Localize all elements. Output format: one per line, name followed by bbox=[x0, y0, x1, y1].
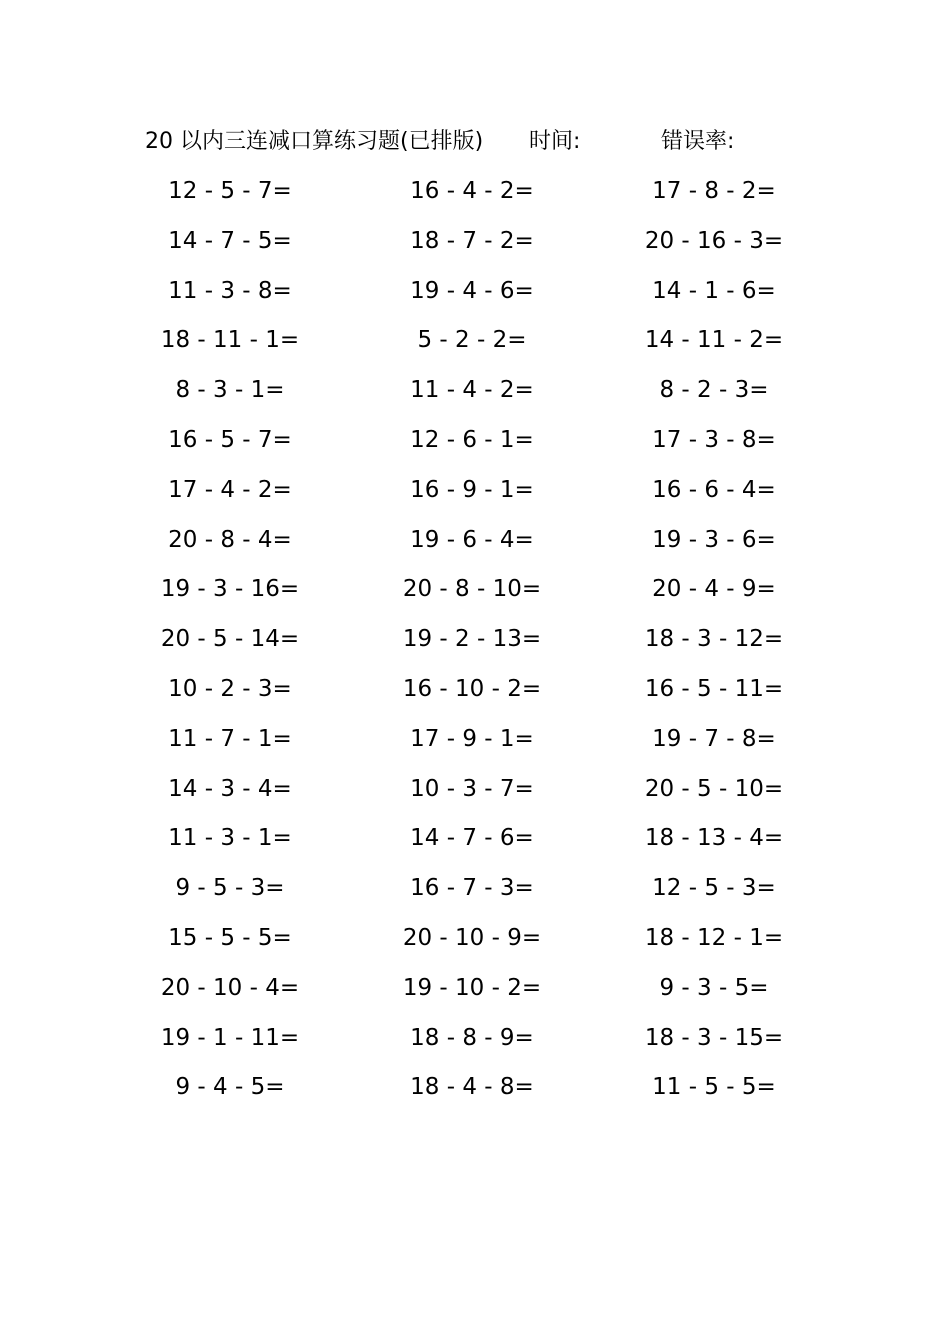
problem-item: 18 - 12 - 1= bbox=[644, 924, 784, 951]
problem-row bbox=[140, 472, 820, 522]
problem-row bbox=[140, 322, 820, 372]
problem-item: 12 - 5 - 7= bbox=[168, 178, 292, 204]
problem-item: 18 - 13 - 4= bbox=[644, 825, 784, 852]
problem-item: 16 - 4 - 2= bbox=[410, 178, 534, 204]
problem-item: 20 - 16 - 3= bbox=[644, 227, 784, 254]
problem-item: 17 - 4 - 2= bbox=[168, 476, 292, 503]
worksheet-title: 20 以内三连减口算练习题(已排版) bbox=[145, 129, 484, 154]
problem-item: 11 - 3 - 1= bbox=[168, 825, 292, 852]
problem-item: 20 - 8 - 4= bbox=[168, 526, 292, 553]
problem-row bbox=[140, 571, 820, 621]
problem-item: 20 - 5 - 14= bbox=[160, 626, 300, 653]
problem-item: 16 - 10 - 2= bbox=[402, 675, 542, 702]
problem-grid bbox=[140, 173, 820, 1119]
problem-row bbox=[140, 820, 820, 870]
problem-item: 16 - 7 - 3= bbox=[410, 875, 534, 902]
problem-item: 11 - 5 - 5= bbox=[652, 1074, 776, 1101]
problem-item: 9 - 3 - 5= bbox=[659, 974, 769, 1001]
problem-row bbox=[140, 970, 820, 1020]
problem-item: 5 - 2 - 2= bbox=[417, 327, 527, 354]
problem-item: 14 - 7 - 5= bbox=[168, 227, 292, 254]
problem-item: 20 - 4 - 9= bbox=[652, 576, 776, 603]
problem-item: 17 - 8 - 2= bbox=[652, 178, 776, 204]
problem-item: 8 - 2 - 3= bbox=[659, 377, 769, 404]
problem-item: 19 - 3 - 16= bbox=[160, 576, 300, 603]
problem-item: 16 - 5 - 7= bbox=[168, 426, 292, 453]
problem-item: 18 - 3 - 15= bbox=[644, 1024, 784, 1051]
problem-item: 11 - 7 - 1= bbox=[168, 725, 292, 752]
problem-item: 9 - 5 - 3= bbox=[175, 875, 285, 902]
problem-row bbox=[140, 920, 820, 970]
problem-row bbox=[140, 721, 820, 771]
problem-item: 18 - 11 - 1= bbox=[160, 327, 300, 354]
problem-item: 8 - 3 - 1= bbox=[175, 377, 285, 404]
problem-row bbox=[140, 422, 820, 472]
problem-item: 19 - 2 - 13= bbox=[402, 626, 542, 653]
problem-row bbox=[140, 1069, 820, 1119]
problem-item: 9 - 4 - 5= bbox=[175, 1074, 285, 1101]
problem-item: 16 - 9 - 1= bbox=[410, 476, 534, 503]
problem-row bbox=[140, 223, 820, 273]
problem-item: 12 - 6 - 1= bbox=[410, 426, 534, 453]
problem-row bbox=[140, 870, 820, 920]
problem-item: 14 - 7 - 6= bbox=[410, 825, 534, 852]
problem-item: 20 - 10 - 4= bbox=[160, 974, 300, 1001]
problem-item: 12 - 5 - 3= bbox=[652, 875, 776, 902]
problem-row bbox=[140, 621, 820, 671]
error-rate-label: 错误率: bbox=[661, 129, 735, 154]
problem-item: 20 - 8 - 10= bbox=[402, 576, 542, 603]
problem-row bbox=[140, 273, 820, 323]
problem-item: 15 - 5 - 5= bbox=[168, 924, 292, 951]
problem-item: 19 - 3 - 6= bbox=[652, 526, 776, 553]
problem-item: 19 - 6 - 4= bbox=[410, 526, 534, 553]
problem-item: 14 - 3 - 4= bbox=[168, 775, 292, 802]
problem-item: 19 - 7 - 8= bbox=[652, 725, 776, 752]
problem-row bbox=[140, 771, 820, 821]
problem-row bbox=[140, 671, 820, 721]
problem-item: 19 - 10 - 2= bbox=[402, 974, 542, 1001]
problem-row bbox=[140, 372, 820, 422]
problem-item: 11 - 4 - 2= bbox=[410, 377, 534, 404]
problem-item: 18 - 7 - 2= bbox=[410, 227, 534, 254]
problem-item: 14 - 1 - 6= bbox=[652, 277, 776, 304]
problem-row bbox=[140, 1020, 820, 1070]
problem-item: 17 - 9 - 1= bbox=[410, 725, 534, 752]
problem-item: 17 - 3 - 8= bbox=[652, 426, 776, 453]
problem-item: 11 - 3 - 8= bbox=[168, 277, 292, 304]
problem-item: 10 - 3 - 7= bbox=[410, 775, 534, 802]
problem-item: 14 - 11 - 2= bbox=[644, 327, 784, 354]
problem-item: 18 - 4 - 8= bbox=[410, 1074, 534, 1101]
problem-row bbox=[140, 173, 820, 223]
problem-item: 20 - 10 - 9= bbox=[402, 924, 542, 951]
problem-item: 18 - 3 - 12= bbox=[644, 626, 784, 653]
worksheet-header bbox=[145, 126, 845, 158]
problem-item: 16 - 5 - 11= bbox=[644, 675, 784, 702]
problem-item: 18 - 8 - 9= bbox=[410, 1024, 534, 1051]
problem-item: 19 - 1 - 11= bbox=[160, 1024, 300, 1051]
problem-item: 19 - 4 - 6= bbox=[410, 277, 534, 304]
problem-item: 10 - 2 - 3= bbox=[168, 675, 292, 702]
problem-row bbox=[140, 522, 820, 572]
problem-item: 20 - 5 - 10= bbox=[644, 775, 784, 802]
time-label: 时间: bbox=[529, 129, 581, 154]
problem-item: 16 - 6 - 4= bbox=[652, 476, 776, 503]
